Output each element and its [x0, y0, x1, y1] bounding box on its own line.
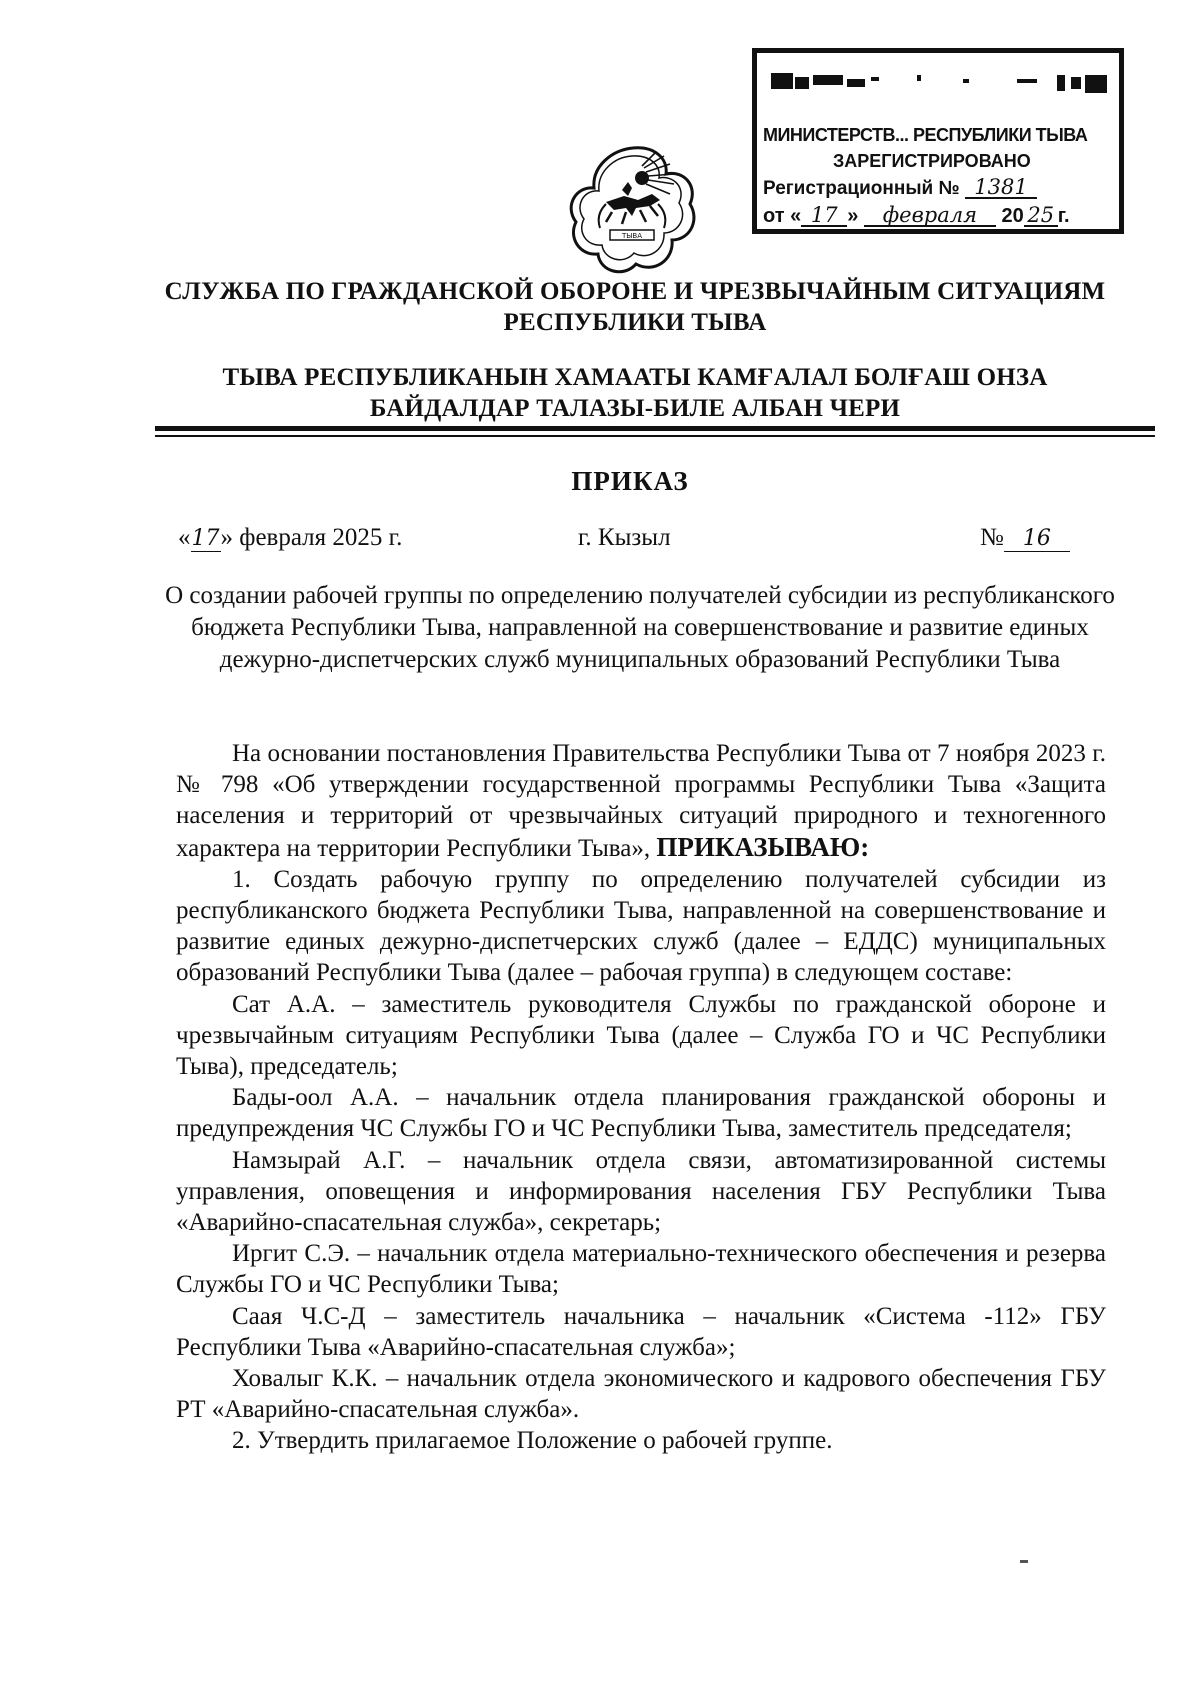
tuva-emblem-icon: [566, 142, 700, 282]
document-title: ПРИКАЗ: [571, 466, 689, 496]
stamp-reg-number: 1381: [965, 177, 1037, 199]
item-1: 1. Создать рабочую группу по определению получателей субсидии из республиканского бюджета Республики Тыва, направленной на совершенствование и развитие единых дежурно-диспетчерских служб (далее – ЕДДС) муниципальных образований Республики Тыва (далее – рабочая группа) в следующем составе:: [176, 865, 1106, 987]
order-body: [176, 738, 1106, 1457]
member-3: Намзырай А.Г. – начальник отдела связи, автоматизированной системы управления, оповещения и информирования населения ГБУ Республики Тыва «Аварийно-спасательная служба», секретарь;: [176, 1146, 1106, 1237]
member-5: Саая Ч.С-Д – заместитель начальника – начальник «Система -112» ГБУ Республики Тыва «Аварийно-спасательная служба»;: [176, 1302, 1106, 1361]
stamp-month: февраля: [864, 205, 996, 227]
stamp-registered-line: ЗАРЕГИСТРИРОВАНО: [833, 151, 1031, 171]
number-label: №: [980, 524, 1004, 551]
member-6: Ховалыг К.К. – начальник отдела экономического и кадрового обеспечения ГБУ РТ «Аварийно-спасательная служба».: [176, 1365, 1106, 1424]
order-date: [178, 524, 402, 552]
stamp-date-mid: »: [847, 205, 859, 227]
stamp-date-prefix: от «: [763, 205, 802, 227]
stamp-illegible-text: [767, 69, 1113, 103]
header-divider-thin: [155, 435, 1155, 437]
number-value: 16: [1004, 526, 1070, 552]
stamp-reg-number-line: [763, 177, 1037, 200]
scan-speck: [1020, 1560, 1028, 1563]
order-word: ПРИКАЗЫВАЮ:: [656, 831, 870, 862]
member-4: Иргит С.Э. – начальник отдела материально-технического обеспечения и резерва Службы ГО и ЧС Республики Тыва;: [176, 1240, 1106, 1299]
svg-text:ТЫВА: ТЫВА: [621, 232, 643, 240]
stamp-date-line: [763, 205, 1070, 228]
item-2: 2. Утвердить прилагаемое Положение о рабочей группе.: [232, 1427, 833, 1455]
member-2: Бады-оол А.А. – начальник отдела планирования гражданской обороны и предупреждения ЧС Службы ГО и ЧС Республики Тыва, заместитель председателя;: [176, 1084, 1106, 1143]
stamp-year-prefix: 20: [1001, 205, 1024, 227]
date-open-quote: «: [178, 524, 191, 551]
date-day: 17: [191, 526, 220, 551]
stamp-day: 17: [801, 205, 847, 227]
date-rest: » февраля 2025 г.: [220, 524, 403, 551]
order-subject: О создании рабочей группы по определению получателей субсидии из республиканского бюджета Республики Тыва, направленной на совершенствование и развитие единых дежурно-диспетчерских служб муниципальных образований Республики Тыва: [165, 582, 1115, 673]
stamp-reg-label: Регистрационный №: [763, 178, 960, 199]
stamp-ministry-line: МИНИСТЕРСТВ... РЕСПУБЛИКИ ТЫВА: [763, 125, 1088, 145]
header-divider-thick: [155, 426, 1155, 431]
order-number: [980, 524, 1070, 552]
registration-stamp: [752, 48, 1124, 234]
stamp-year: 25: [1024, 205, 1058, 227]
member-1: Сат А.А. – заместитель руководителя Службы по гражданской обороне и чрезвычайным ситуациям Республики Тыва (далее – Служба ГО и ЧС Республики Тыва), председатель;: [176, 990, 1106, 1081]
stamp-year-suffix: г.: [1057, 205, 1070, 227]
intro-paragraph: [176, 738, 1106, 864]
order-city: г. Кызыл: [578, 524, 671, 551]
org-name-russian: СЛУЖБА ПО ГРАЖДАНСКОЙ ОБОРОНЕ И ЧРЕЗВЫЧАЙНЫМ СИТУАЦИЯМ РЕСПУБЛИКИ ТЫВА: [164, 278, 1106, 336]
org-name-tuvan: ТЫВА РЕСПУБЛИКАНЫН ХАМААТЫ КАМҒАЛАЛ БОЛҒАШ ОНЗА БАЙДАЛДАР ТАЛАЗЫ-БИЛЕ АЛБАН ЧЕРИ: [222, 364, 1048, 422]
intro-text: На основании постановления Правительства Республики Тыва от 7 ноября 2023 г. № 798 «Об утверждении государственной программы Республики Тыва «Защита населения и территорий от чрезвычайных ситуаций природного и техногенного характера на территории Республики Тыва»,: [176, 740, 1106, 862]
